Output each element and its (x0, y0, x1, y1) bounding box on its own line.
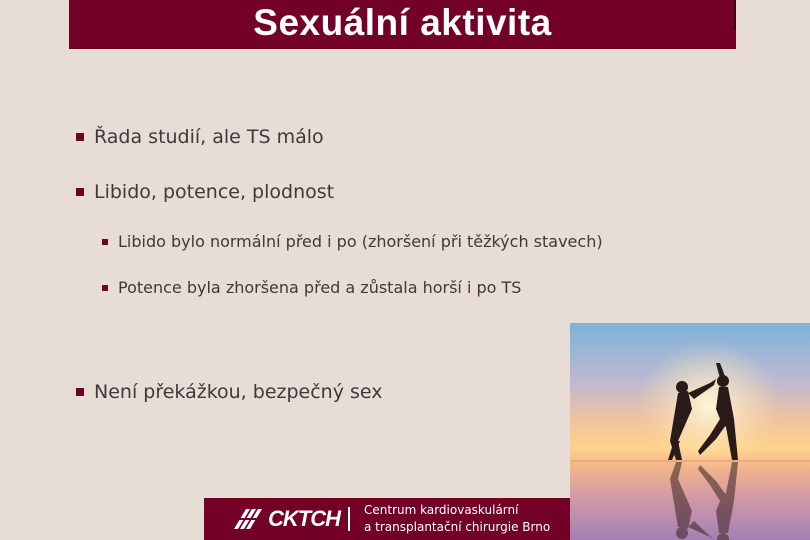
cktch-logo (232, 506, 350, 532)
logo-text: CKTCH (268, 506, 340, 531)
footer-bar (204, 498, 570, 540)
bullet-item (76, 126, 324, 148)
bullet-text: Libido, potence, plodnost (94, 181, 335, 203)
bullet-item (76, 181, 334, 203)
heart-silhouette-photo (570, 323, 810, 540)
bullet-text: Není překážkou, bezpečný sex (94, 381, 383, 403)
bullet-item (76, 381, 383, 403)
sub-bullet-item (102, 232, 603, 251)
logo-divider (348, 507, 350, 531)
footer-line-1: Centrum kardiovaskulární (364, 503, 519, 517)
logo-mark-icon (232, 507, 264, 531)
footer-institution (364, 502, 550, 536)
square-bullet-icon (76, 133, 84, 141)
square-bullet-icon (76, 188, 84, 196)
sub-bullet-text: Libido bylo normální před i po (zhoršení při těžkých stavech) (118, 232, 603, 251)
title-bar (69, 0, 736, 49)
square-bullet-icon (102, 239, 108, 245)
square-bullet-icon (102, 285, 108, 291)
footer-line-2: a transplantační chirurgie Brno (364, 520, 551, 534)
slide-title: Sexuální aktivita (253, 1, 552, 43)
sub-bullet-text: Potence byla zhoršena před a zůstala horší i po TS (118, 278, 522, 297)
bullet-text: Řada studií, ale TS málo (94, 126, 324, 148)
sub-bullet-item (102, 278, 521, 297)
square-bullet-icon (76, 388, 84, 396)
